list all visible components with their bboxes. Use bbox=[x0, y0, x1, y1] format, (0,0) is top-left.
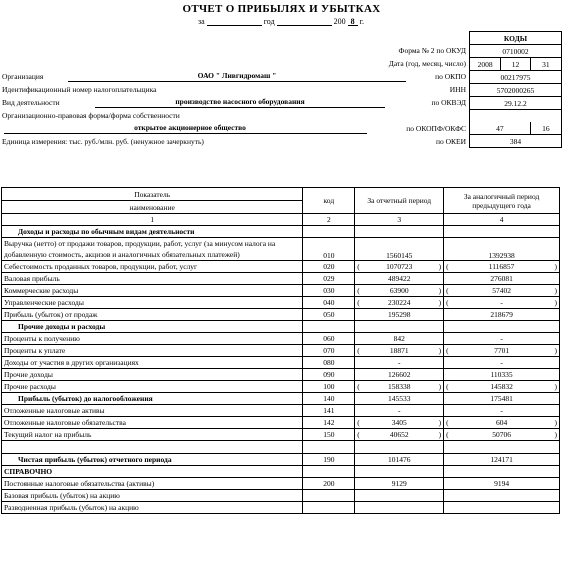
row-current: 1560145 bbox=[355, 238, 444, 261]
row-code: 141 bbox=[303, 405, 355, 417]
legal-form-label: Организационно-правовая форма/форма собственности bbox=[2, 111, 180, 120]
row-prev: 276081 bbox=[444, 273, 560, 285]
paren-close: ) bbox=[554, 382, 557, 391]
table-row bbox=[2, 309, 560, 321]
row-code: 029 bbox=[303, 273, 355, 285]
table-row bbox=[2, 393, 560, 405]
row-code: 100 bbox=[303, 381, 355, 393]
table-row bbox=[2, 454, 560, 466]
okei-value: 384 bbox=[470, 135, 562, 148]
row-code bbox=[303, 441, 355, 454]
head-code: код bbox=[303, 188, 355, 214]
row-name: Доходы и расходы по обычным видам деятельности bbox=[2, 226, 303, 238]
row-current bbox=[355, 429, 444, 441]
paren-open: ( bbox=[357, 346, 360, 355]
paren-open: ( bbox=[357, 418, 360, 427]
row-prev bbox=[444, 285, 560, 297]
row-prev: - bbox=[444, 405, 560, 417]
unit-label: Единица измерения: тыс. руб./млн. руб. (ненужное зачеркнуть) bbox=[2, 137, 204, 146]
row-name: Коммерческие расходы bbox=[2, 285, 303, 297]
activity-line bbox=[95, 107, 385, 108]
row-name: Валовая прибыль bbox=[2, 273, 303, 285]
col-num: 2 bbox=[303, 214, 355, 226]
row-current bbox=[355, 466, 444, 478]
table-row bbox=[2, 261, 560, 273]
table-row bbox=[2, 417, 560, 429]
row-prev bbox=[444, 466, 560, 478]
row-name bbox=[2, 441, 303, 454]
inn-full-label: Идентификационный номер налогоплательщика bbox=[2, 85, 157, 94]
okud-value: 0710002 bbox=[470, 45, 562, 58]
row-value: 7701 bbox=[494, 346, 510, 355]
table-row bbox=[2, 226, 560, 238]
row-name: Себестоимость проданных товаров, продукции, работ, услуг bbox=[2, 261, 303, 273]
row-current bbox=[355, 502, 444, 514]
row-current bbox=[355, 261, 444, 273]
codes-blank bbox=[470, 110, 562, 123]
activity-label: Вид деятельности bbox=[2, 98, 60, 107]
table-row bbox=[2, 466, 560, 478]
paren-open: ( bbox=[446, 262, 449, 271]
row-current: 145533 bbox=[355, 393, 444, 405]
paren-open: ( bbox=[357, 262, 360, 271]
row-name: Отложенные налоговые обязательства bbox=[2, 417, 303, 429]
row-value: 604 bbox=[495, 418, 508, 427]
row-name: Постоянные налоговые обязательства (активы) bbox=[2, 478, 303, 490]
row-prev bbox=[444, 226, 560, 238]
row-current: 101476 bbox=[355, 454, 444, 466]
okpo-label: по ОКПО bbox=[435, 72, 466, 81]
paren-close: ) bbox=[438, 430, 442, 439]
row-prev bbox=[444, 441, 560, 454]
row-prev: - bbox=[444, 357, 560, 369]
table-row bbox=[2, 429, 560, 441]
row-name: Прочие доходы bbox=[2, 369, 303, 381]
row-name: Проценты к получению bbox=[2, 333, 303, 345]
table-row bbox=[2, 345, 560, 357]
row-current bbox=[355, 381, 444, 393]
paren-open: ( bbox=[357, 430, 360, 439]
organization-label: Организация bbox=[2, 72, 44, 81]
table-row bbox=[2, 285, 560, 297]
row-value: 63900 bbox=[389, 286, 409, 295]
paren-open: ( bbox=[357, 298, 360, 307]
row-code bbox=[303, 466, 355, 478]
row-name: Проценты к уплате bbox=[2, 345, 303, 357]
row-current: 842 bbox=[355, 333, 444, 345]
row-code bbox=[303, 321, 355, 333]
row-prev bbox=[444, 381, 560, 393]
okved-label: по ОКВЭД bbox=[431, 98, 466, 107]
row-name: Выручка (нетто) от продажи товаров, продукции, работ, услуг (за минусом налога на добавленную стоимость, акцизов и аналогичных обязательных платежей) bbox=[2, 238, 303, 261]
paren-open: ( bbox=[446, 346, 449, 355]
row-prev bbox=[444, 417, 560, 429]
row-prev: 218679 bbox=[444, 309, 560, 321]
paren-close: ) bbox=[554, 298, 557, 307]
row-current bbox=[355, 345, 444, 357]
row-prev: 124171 bbox=[444, 454, 560, 466]
row-current bbox=[355, 226, 444, 238]
date-day: 31 bbox=[530, 58, 561, 71]
row-name: Прочие расходы bbox=[2, 381, 303, 393]
row-prev bbox=[444, 490, 560, 502]
date-year: 2008 bbox=[470, 58, 501, 71]
paren-close: ) bbox=[554, 418, 557, 427]
row-value: 40652 bbox=[389, 430, 409, 439]
row-name: Отложенные налоговые активы bbox=[2, 405, 303, 417]
row-prev bbox=[444, 502, 560, 514]
period-za: за bbox=[198, 17, 205, 26]
row-name: Разводненная прибыль (убыток) на акцию bbox=[2, 502, 303, 514]
paren-close: ) bbox=[438, 382, 442, 391]
paren-close: ) bbox=[438, 262, 442, 271]
row-value: 1070723 bbox=[386, 262, 413, 271]
row-name: Чистая прибыль (убыток) отчетного периода bbox=[2, 454, 303, 466]
row-current bbox=[355, 297, 444, 309]
row-value: 145832 bbox=[490, 382, 513, 391]
paren-close: ) bbox=[554, 286, 557, 295]
report-table bbox=[1, 187, 560, 514]
row-current bbox=[355, 441, 444, 454]
row-prev: 175481 bbox=[444, 393, 560, 405]
head-indicator: Показатель bbox=[2, 188, 303, 201]
row-current: 195298 bbox=[355, 309, 444, 321]
row-current bbox=[355, 490, 444, 502]
paren-close: ) bbox=[438, 346, 442, 355]
paren-close: ) bbox=[438, 298, 442, 307]
head-name: наименование bbox=[2, 201, 303, 214]
row-prev bbox=[444, 321, 560, 333]
table-row bbox=[2, 321, 560, 333]
paren-open: ( bbox=[446, 298, 449, 307]
paren-close: ) bbox=[554, 346, 557, 355]
row-code: 050 bbox=[303, 309, 355, 321]
table-row bbox=[2, 369, 560, 381]
legal-form-line bbox=[4, 133, 367, 134]
row-name: СПРАВОЧНО bbox=[2, 466, 303, 478]
row-name: Прибыль (убыток) от продаж bbox=[2, 309, 303, 321]
row-value: - bbox=[500, 298, 503, 307]
row-code bbox=[303, 490, 355, 502]
table-row bbox=[2, 238, 560, 261]
okopf-value: 47 bbox=[470, 122, 531, 135]
col-num: 4 bbox=[444, 214, 560, 226]
okved-value: 29.12.2 bbox=[470, 97, 562, 110]
paren-close: ) bbox=[554, 430, 557, 439]
table-row bbox=[2, 273, 560, 285]
row-value: 3405 bbox=[391, 418, 407, 427]
row-code bbox=[303, 226, 355, 238]
table-row bbox=[2, 381, 560, 393]
table-row bbox=[2, 490, 560, 502]
row-prev bbox=[444, 297, 560, 309]
paren-open: ( bbox=[446, 430, 449, 439]
row-code: 040 bbox=[303, 297, 355, 309]
row-value: 57402 bbox=[492, 286, 511, 295]
table-row bbox=[2, 333, 560, 345]
okopf-label: по ОКОПФ/ОКФС bbox=[406, 124, 466, 133]
row-code: 060 bbox=[303, 333, 355, 345]
report-title: ОТЧЕТ О ПРИБЫЛЯХ И УБЫТКАХ bbox=[182, 3, 381, 15]
inn-value: 5702000265 bbox=[470, 84, 562, 97]
row-code: 150 bbox=[303, 429, 355, 441]
paren-open: ( bbox=[446, 382, 449, 391]
date-month: 12 bbox=[501, 58, 530, 71]
row-current: 126602 bbox=[355, 369, 444, 381]
row-code: 080 bbox=[303, 357, 355, 369]
organization-line bbox=[68, 81, 406, 82]
paren-close: ) bbox=[438, 418, 442, 427]
paren-open: ( bbox=[357, 286, 360, 295]
codes-head: КОДЫ bbox=[470, 32, 562, 45]
row-current bbox=[355, 417, 444, 429]
row-prev bbox=[444, 429, 560, 441]
row-value: 18871 bbox=[389, 346, 409, 355]
row-value: 230224 bbox=[387, 298, 411, 307]
row-current: 9129 bbox=[355, 478, 444, 490]
table-row bbox=[2, 478, 560, 490]
row-current: 489422 bbox=[355, 273, 444, 285]
period-g: г. bbox=[359, 17, 365, 26]
head-current: За отчетный период bbox=[355, 188, 444, 214]
table-row bbox=[2, 297, 560, 309]
row-name: Базовая прибыль (убыток) на акцию bbox=[2, 490, 303, 502]
head-prev: За аналогичный период предыдущего года bbox=[444, 188, 560, 214]
col-num: 3 bbox=[355, 214, 444, 226]
report-period bbox=[198, 17, 364, 26]
row-code: 090 bbox=[303, 369, 355, 381]
row-code: 020 bbox=[303, 261, 355, 273]
row-code bbox=[303, 502, 355, 514]
okud-label: Форма № 2 по ОКУД bbox=[398, 46, 466, 55]
inn-label: ИНН bbox=[449, 85, 466, 94]
table-row bbox=[2, 441, 560, 454]
row-current: - bbox=[355, 405, 444, 417]
codes-box bbox=[469, 31, 562, 148]
paren-open: ( bbox=[357, 382, 360, 391]
row-prev: 110335 bbox=[444, 369, 560, 381]
row-code: 070 bbox=[303, 345, 355, 357]
table-row bbox=[2, 405, 560, 417]
row-code: 010 bbox=[303, 238, 355, 261]
period-blank-line bbox=[277, 17, 332, 26]
row-current bbox=[355, 285, 444, 297]
period-blank-line bbox=[207, 17, 262, 26]
col-num: 1 bbox=[2, 214, 303, 226]
okpo-value: 00217975 bbox=[470, 71, 562, 84]
row-prev: 1392938 bbox=[444, 238, 560, 261]
row-prev bbox=[444, 345, 560, 357]
row-code: 140 bbox=[303, 393, 355, 405]
row-name: Текущий налог на прибыль bbox=[2, 429, 303, 441]
okfs-value: 16 bbox=[530, 122, 561, 135]
organization-value: ОАО " Ливгидромаш " bbox=[197, 71, 277, 80]
legal-form-value: открытое акционерное общество bbox=[134, 123, 246, 132]
row-name: Доходы от участия в других организациях bbox=[2, 357, 303, 369]
row-code: 142 bbox=[303, 417, 355, 429]
period-year-digit: 8 bbox=[348, 17, 358, 26]
table-row bbox=[2, 357, 560, 369]
row-current bbox=[355, 321, 444, 333]
paren-close: ) bbox=[438, 286, 442, 295]
row-name: Управленческие расходы bbox=[2, 297, 303, 309]
row-prev: 9194 bbox=[444, 478, 560, 490]
row-current: - bbox=[355, 357, 444, 369]
date-label: Дата (год, месяц, число) bbox=[388, 59, 466, 68]
row-value: 158338 bbox=[387, 382, 411, 391]
paren-open: ( bbox=[446, 418, 449, 427]
row-code: 190 bbox=[303, 454, 355, 466]
row-value: 1116857 bbox=[488, 262, 515, 271]
period-year: 200 bbox=[333, 17, 346, 26]
row-code: 200 bbox=[303, 478, 355, 490]
activity-value: производство насосного оборудования bbox=[175, 97, 305, 106]
row-code: 030 bbox=[303, 285, 355, 297]
paren-open: ( bbox=[446, 286, 449, 295]
row-name: Прибыль (убыток) до налогообложения bbox=[2, 393, 303, 405]
okei-label: по ОКЕИ bbox=[435, 137, 466, 146]
row-prev bbox=[444, 261, 560, 273]
table-row bbox=[2, 502, 560, 514]
row-prev: - bbox=[444, 333, 560, 345]
row-value: 50706 bbox=[492, 430, 511, 439]
row-name: Прочие доходы и расходы bbox=[2, 321, 303, 333]
paren-close: ) bbox=[554, 262, 557, 271]
period-god: год bbox=[263, 17, 275, 26]
